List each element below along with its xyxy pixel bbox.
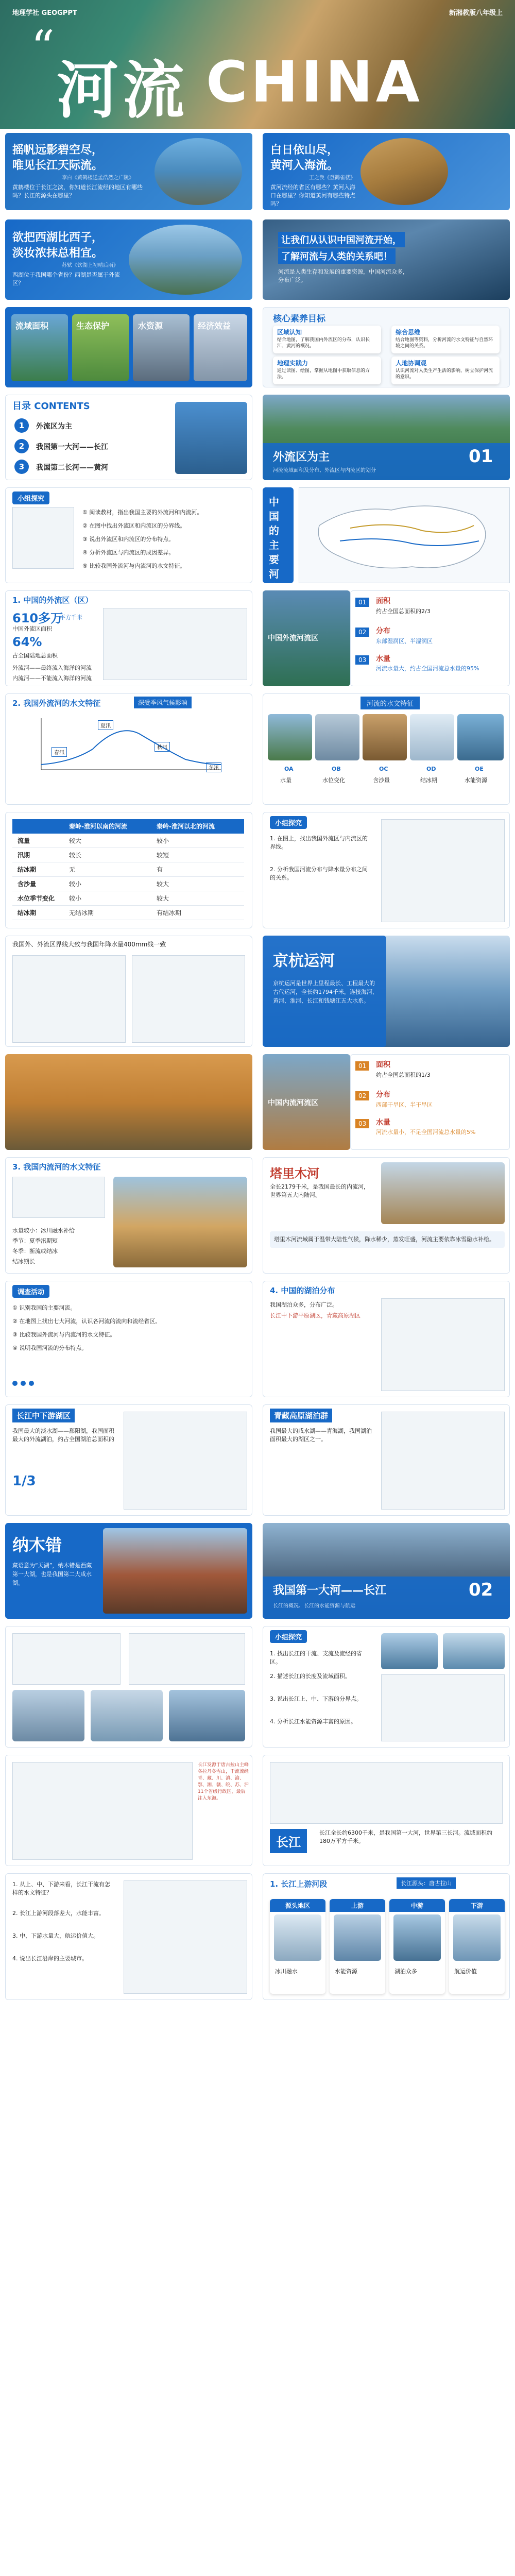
contents-num-3: 3	[14, 460, 29, 474]
ur-card-desc-1: 冰川融水	[275, 1968, 298, 1975]
table-row	[12, 891, 244, 906]
cover-header-right: 新湘教版八年级上	[449, 9, 503, 17]
hydro-sub-1: OA	[284, 766, 294, 772]
poem-left-question: 黄鹤楼位于长江之滨，你知道长江流经的地区有哪些吗？长江的源头在哪里？	[12, 184, 143, 199]
slide-upper-reaches	[0, 1870, 515, 2004]
poem-left-photo	[154, 138, 242, 205]
ur-step-3: 3. 中、下游水量大，航运价值大。	[12, 1933, 99, 1939]
cover-quote-mark: “	[31, 21, 55, 75]
external-area-desc: 中国外流区面积	[12, 625, 52, 632]
ur-step-2: 2. 长江上游河段落差大，水能丰富。	[12, 1910, 105, 1917]
namtso-photo	[103, 1528, 247, 1614]
ext-item-d-1: 约占全国总面积的2/3	[376, 608, 431, 615]
goal-icon-label-1: 流域面积	[15, 321, 49, 331]
contents-num-2: 2	[14, 439, 29, 453]
external-map	[103, 608, 247, 680]
section02-number: 02	[469, 1580, 493, 1600]
goal-desc-4: 认识河流对人类生产生活的影响，树立保护河流的意识。	[396, 368, 493, 380]
canal-desc: 京杭运河是世界上里程最长、工程最大的古代运河，全长约1794千米，连接海河、黄河、淮河、长江和钱塘江五大水系。	[273, 980, 378, 1004]
westlake-title-2: 淡妆浓抹总相宜。	[12, 247, 104, 260]
slide-explore	[0, 484, 515, 587]
explore-tag: 小组探究	[12, 492, 49, 504]
yz-step-2: 2. 描述长江的长度及流域面积。	[270, 1673, 351, 1680]
hydro-sub-5: OE	[475, 766, 484, 772]
poem-right-title-2: 黄河入海流。	[270, 159, 339, 172]
ext-item-k-3: 03	[355, 655, 369, 665]
td-4-0: 水位季节变化	[18, 895, 55, 902]
td-0-2: 较小	[157, 837, 169, 844]
goal-card-3	[273, 357, 381, 384]
explore-step-1: ① 阅读教材，指出我国主要的外流河和内流河。	[82, 509, 203, 516]
goals-panel-title: 核心素养目标	[273, 314, 325, 324]
yz-photo-c	[169, 1690, 245, 1741]
th-2: 秦岭-淮河以北的河流	[157, 823, 215, 830]
goal-desc-2: 结合地图等资料，分析河流的水文特征与自然环境之间的关系。	[396, 337, 493, 349]
ur-badge: 长江源头：唐古拉山	[397, 1877, 456, 1889]
lakes-step-3: ③ 比较我国外流河与内流河的水文特征。	[12, 1331, 116, 1338]
westlake-question: 西湖位于我国哪个省份？西湖是否属于外流区？	[12, 272, 120, 286]
westlake-title-1: 欲把西湖比西子，	[12, 231, 104, 244]
table-row	[12, 848, 244, 862]
yz-photo-b	[91, 1690, 163, 1741]
int-item-k-2: 02	[355, 1091, 369, 1100]
region-left-map	[124, 1412, 247, 1510]
yz-map-a	[12, 1633, 121, 1685]
gallery-title: 河流的水文特征	[360, 697, 420, 709]
lakes-step-2: ② 在地图上找出七大河流，认识各河流的流向和流经省区。	[12, 1318, 161, 1325]
cover-title-en: CHINA	[206, 49, 423, 115]
ur-left-map	[124, 1880, 247, 1994]
yz-tag: 小组探究	[270, 1630, 307, 1643]
compare-table	[12, 819, 244, 920]
explore-step-3: ③ 说出外流区和内流区的分布特点。	[82, 536, 175, 543]
goal-title-3: 地理实践力	[277, 360, 308, 367]
table-right-q2: 2. 分析我国河流分布与降水量分布之间的关系。	[270, 866, 368, 881]
poem-right-title-1: 白日依山尽，	[270, 144, 339, 157]
ur-card-3	[389, 1899, 445, 1994]
td-1-0: 汛期	[18, 852, 30, 859]
lakes-heading: 4. 中国的湖泊分布	[270, 1286, 335, 1295]
tarim-red-title: 塔里木河	[270, 1166, 319, 1181]
lakes-tag: 调查活动	[12, 1285, 49, 1298]
ext-item-d-2: 东部湿润区、半湿润区	[376, 638, 433, 645]
internal-photo	[5, 1054, 252, 1150]
hydro-chart	[31, 713, 227, 780]
external-area-value: 610多万	[12, 611, 63, 625]
int-item-t-3: 水量	[376, 1118, 390, 1127]
td-3-0: 含沙量	[18, 880, 37, 888]
ur-card-4	[449, 1899, 505, 1994]
ur-card-photo-2	[334, 1914, 381, 1961]
slide-goals	[0, 304, 515, 392]
gallery-photo-3	[363, 714, 407, 760]
westlake-right-title-1: 让我们从认识中国河流开始，	[278, 232, 405, 247]
poem-left-title-2: 唯见长江天际流。	[12, 159, 104, 172]
ext-item-t-2: 分布	[376, 627, 390, 635]
ur-heading: 1. 长江上游河段	[270, 1879, 328, 1889]
westlake-right-body: 河流是人类生存和发展的重要资源，中国河流众多，分布广泛。	[278, 268, 408, 283]
canal-title: 京杭运河	[273, 952, 335, 970]
canal-map-1	[12, 955, 126, 1043]
poem-right-photo	[360, 138, 448, 205]
ur-step-4: 4. 说出长江沿岸的主要城市。	[12, 1955, 88, 1962]
hydro-item-4: 结冰期	[420, 777, 437, 784]
lakes-map	[381, 1298, 505, 1391]
ext-item-k-1: 01	[355, 598, 369, 607]
slide-internal-area	[0, 1051, 515, 1154]
td-5-2: 有结冰期	[157, 909, 182, 917]
yz-step-3: 3. 说出长江上、中、下游的分界点。	[270, 1696, 362, 1702]
external-heading: 1. 中国的外流区（区）	[12, 596, 93, 605]
slide-westlake	[0, 216, 515, 304]
slide-namtso	[0, 1520, 515, 1623]
slide-yangtze-explore	[0, 1623, 515, 1752]
contents-item-1[interactable]: 外流区为主	[36, 422, 72, 431]
int-item-t-1: 面积	[376, 1061, 390, 1069]
namtso-body: 藏语意为“天湖”，纳木错是西藏第一大湖，也是我国第二大咸水湖。	[12, 1562, 92, 1586]
goal-icon-label-3: 水资源	[138, 321, 163, 331]
td-3-1: 较小	[69, 880, 82, 888]
poem-right-question: 黄河流经的省区有哪些？黄河入海口在哪里？你知道黄河有哪些特点吗？	[270, 184, 355, 207]
td-2-0: 结冰期	[18, 866, 37, 873]
explore-step-4: ④ 分析外流区与内流区的成因差异。	[82, 549, 175, 556]
slide-external-area	[0, 587, 515, 690]
namtso-title: 纳木错	[12, 1535, 62, 1555]
poem-right-source: 王之涣《登鹳雀楼》	[309, 175, 355, 181]
region-left-frac: 1/3	[12, 1473, 36, 1489]
section01-subtitle: 河流流域面积及分布、外流区与内流区的划分	[273, 468, 376, 473]
ur-card-2	[330, 1899, 385, 1994]
tarim-right-box: 塔里木河流域属于温带大陆性气候，降水稀少，蒸发旺盛，河流主要依靠冰雪融水补给。	[270, 1231, 505, 1248]
int-item-d-3: 河流水量小，不足全国河流总水量的5%	[376, 1129, 476, 1136]
external-pct-desc: 占全国陆地总面积	[12, 652, 58, 659]
poem-left-title-1: 摇帆远影碧空尽，	[12, 144, 104, 157]
internal-vert: 中国内流河流区	[268, 1099, 318, 1107]
yz-step-1: 1. 找出长江的干流、支流及流经的省区。	[270, 1650, 362, 1665]
canal-map-2	[132, 955, 245, 1043]
hydro-item-5: 水能资源	[465, 777, 487, 784]
td-1-1: 较长	[69, 852, 82, 859]
yz-map-b	[129, 1633, 245, 1685]
hydro-item-1: 水量	[280, 777, 291, 784]
canal-caption: 我国外、外流区界线大致与我国年降水量400mm线一致	[12, 941, 166, 948]
lakes-left-bg	[5, 1281, 252, 1397]
table-header-row	[12, 819, 244, 834]
td-3-2: 较大	[157, 880, 169, 888]
table-row	[12, 877, 244, 891]
yz-right-photo-2	[443, 1633, 505, 1669]
tarim-bullet-1: 水量较小：冰川融水补给	[12, 1227, 75, 1234]
yz-photo-a	[12, 1690, 84, 1741]
region-right-title: 青藏高原湖泊群	[270, 1409, 332, 1422]
slide-hydrology	[0, 690, 515, 809]
yz-right-photo-1	[381, 1633, 438, 1669]
ur-step-1: 1. 从上、中、下游来看，长江干流有怎样的水文特征？	[12, 1881, 110, 1896]
tarim-heading: 3. 我国内流河的水文特征	[12, 1162, 101, 1172]
ur-card-1	[270, 1899, 325, 1994]
hydro-item-3: 含沙量	[373, 777, 390, 784]
gallery-photo-2	[315, 714, 359, 760]
westlake-right-title-2: 了解河流与人类的关系吧！	[278, 248, 396, 264]
table-row	[12, 834, 244, 848]
region-right-body: 我国最大的咸水湖——青海湖，我国湖泊面积最大的湖区之一。	[270, 1428, 372, 1443]
slide-yangtze-overview	[0, 1752, 515, 1870]
ext-item-k-2: 02	[355, 628, 369, 637]
goal-icon-label-2: 生态保护	[76, 321, 110, 331]
table-right-tag: 小组探究	[270, 816, 307, 829]
cover-title-cn: 河流	[57, 55, 188, 127]
int-item-k-1: 01	[355, 1061, 369, 1071]
table-row	[12, 906, 244, 920]
section01-title: 外流区为主	[273, 451, 330, 464]
lakes-dot-3	[29, 1381, 34, 1386]
slide-contents	[0, 392, 515, 484]
td-0-1: 较大	[69, 837, 82, 844]
td-4-1: 较小	[69, 895, 82, 902]
yz-step-4: 4. 分析长江水能资源丰富的原因。	[270, 1718, 356, 1725]
hydro-sub-3: OC	[379, 766, 388, 772]
hydro-heading: 2. 我国外流河的水文特征	[12, 699, 101, 708]
ur-card-photo-3	[393, 1914, 441, 1961]
int-item-d-1: 约占全国总面积的1/3	[376, 1072, 431, 1078]
lakes-dot-1	[12, 1381, 18, 1386]
yzo-right-map	[270, 1762, 503, 1824]
ext-item-t-3: 水量	[376, 655, 390, 663]
hydro-legend-4: 冬汛	[206, 762, 221, 772]
ur-card-title-2: 上游	[330, 1899, 385, 1912]
lakes-step-4: ④ 说明我国河流的分布特点。	[12, 1345, 88, 1351]
external-photo-label: 中国外流河流区	[268, 634, 318, 642]
td-1-2: 较短	[157, 852, 169, 859]
explore-step-5: ⑤ 比较我国外流河与内流河的水文特征。	[82, 563, 186, 569]
contents-item-3[interactable]: 我国第二长河——黄河	[36, 464, 108, 472]
lakes-red-line: 长江中下游平原湖区，青藏高原湖区	[270, 1312, 360, 1319]
goal-title-2: 综合思维	[396, 329, 421, 336]
lakes-step-1: ① 识别我国的主要河流。	[12, 1304, 76, 1311]
ur-card-desc-3: 湖泊众多	[394, 1968, 417, 1975]
tarim-photo	[113, 1177, 247, 1267]
table-right-q1: 1. 在图上，找出我国外流区与内流区的界线。	[270, 835, 368, 850]
hydro-legend-1: 夏汛	[98, 720, 113, 730]
section02-title: 我国第一大河——长江	[273, 1584, 387, 1597]
lakes-desc: 我国湖泊众多，分布广泛。	[270, 1301, 338, 1308]
ur-card-desc-4: 航运价值	[454, 1968, 477, 1975]
slide-cover	[0, 0, 515, 129]
contents-label: 目录 CONTENTS	[12, 401, 90, 412]
ur-card-title-1: 源头地区	[270, 1899, 325, 1912]
cover-header-left: 地理学社 GEOGPPT	[12, 9, 77, 17]
yz-right-map	[381, 1674, 505, 1741]
th-1: 秦岭-淮河以南的河流	[69, 823, 127, 830]
slide-tarim	[0, 1154, 515, 1278]
goal-desc-1: 结合地图，了解我国内外流区的分布，认识长江、黄河的概况。	[277, 337, 370, 349]
tarim-bullet-4: 结冰期长	[12, 1258, 35, 1265]
ur-card-title-4: 下游	[449, 1899, 505, 1912]
slide-poems	[0, 129, 515, 216]
lakes-dot-2	[21, 1381, 26, 1386]
td-2-1: 无	[69, 866, 76, 873]
goal-title-4: 人地协调观	[396, 360, 427, 367]
contents-num-1: 1	[14, 418, 29, 433]
page-footer-space	[0, 2004, 515, 2576]
yzo-badge: 长江	[270, 1829, 307, 1853]
td-5-0: 结冰期	[18, 909, 37, 917]
slide-lakes	[0, 1278, 515, 1401]
gallery-photo-4	[410, 714, 454, 760]
section02-subtitle: 长江的概况、长江的水能资源与航运	[273, 1603, 355, 1609]
goal-desc-3: 通过读图、绘图，掌握从地图中获取信息的方法。	[277, 368, 370, 380]
yzo-badge-desc: 长江全长约6300千米，是我国第一大河，世界第三长河。流域面积约180万平方千米。	[319, 1829, 492, 1844]
tarim-right-photo	[381, 1162, 505, 1224]
int-item-k-3: 03	[355, 1119, 369, 1128]
table-row	[12, 862, 244, 877]
region-right-map	[381, 1412, 505, 1510]
westlake-photo	[129, 225, 242, 295]
region-left-body: 我国最大的淡水湖——鄱阳湖，我国面积最大的外流湖泊，约占全国湖泊总面积的	[12, 1428, 114, 1443]
goal-title-1: 区域认知	[277, 329, 302, 336]
westlake-source: 苏轼《饮湖上初晴后雨》	[62, 263, 118, 268]
ur-card-title-3: 中游	[389, 1899, 445, 1912]
slide-compare-table	[0, 809, 515, 933]
int-item-d-2: 西部干旱区、半干旱区	[376, 1101, 433, 1108]
goal-icon-label-4: 经济效益	[198, 321, 231, 331]
yzo-left-map	[12, 1762, 193, 1860]
ext-item-d-3: 河流水量大，约占全国河流总水量的95%	[376, 665, 479, 672]
region-left-title: 长江中下游湖区	[12, 1409, 75, 1422]
yzo-side-text: 长江发源于唐古拉山主峰各拉丹冬雪山，干流流经青、藏、川、滇、渝、鄂、湘、赣、皖、苏、沪11个省级行政区，最后注入东海。	[198, 1762, 249, 1801]
slide-lake-regions	[0, 1401, 515, 1520]
td-5-1: 无结冰期	[69, 909, 94, 917]
poem-left-source: 李白《黄鹤楼送孟浩然之广陵》	[62, 175, 134, 181]
ur-card-desc-2: 水能资源	[335, 1968, 357, 1975]
td-0-0: 流量	[18, 837, 30, 844]
ur-card-photo-1	[274, 1914, 321, 1961]
hydro-legend-2: 春汛	[52, 747, 67, 757]
hydro-sub-2: OB	[332, 766, 341, 772]
goal-card-4	[391, 357, 500, 384]
hydro-legend-3: 秋汛	[154, 742, 170, 752]
external-pct: 64%	[12, 635, 42, 649]
slide-canal	[0, 933, 515, 1051]
td-4-2: 较大	[157, 895, 169, 902]
external-line-1: 外流河——最终流入海洋的河流	[12, 665, 92, 671]
table-right-map	[381, 819, 505, 922]
contents-item-2[interactable]: 我国第一大河——长江	[36, 443, 108, 451]
contents-photo	[175, 402, 247, 474]
tarim-bullet-3: 冬季：断流或结冰	[12, 1248, 58, 1255]
rivers-map-shape	[309, 495, 500, 577]
gallery-photo-5	[457, 714, 504, 760]
section01-number: 01	[469, 446, 493, 467]
hydro-item-2: 水位变化	[322, 777, 345, 784]
rivers-vert-title: 中国的主要河	[269, 496, 279, 580]
external-line-2: 内流河——不能流入海洋的河流	[12, 675, 92, 682]
external-area-unit: 平方千米	[60, 614, 82, 621]
int-item-t-2: 分布	[376, 1091, 390, 1099]
goal-card-2	[391, 326, 500, 353]
gallery-photo-1	[268, 714, 312, 760]
ext-item-t-1: 面积	[376, 597, 390, 605]
tarim-map-small	[12, 1177, 105, 1218]
hydro-badge: 深受季风气候影响	[134, 697, 192, 708]
goal-card-1	[273, 326, 381, 353]
hydro-sub-4: OD	[426, 766, 436, 772]
tarim-bullet-2: 季节：夏季汛期短	[12, 1238, 58, 1244]
explore-step-2: ② 在图中找出外流区和内流区的分界线。	[82, 522, 186, 529]
td-2-2: 有	[157, 866, 163, 873]
ur-card-photo-4	[453, 1914, 501, 1961]
explore-map	[12, 507, 74, 569]
tarim-red-desc: 全长2179千米，是我国最长的内流河，世界第五大内陆河。	[270, 1183, 369, 1198]
